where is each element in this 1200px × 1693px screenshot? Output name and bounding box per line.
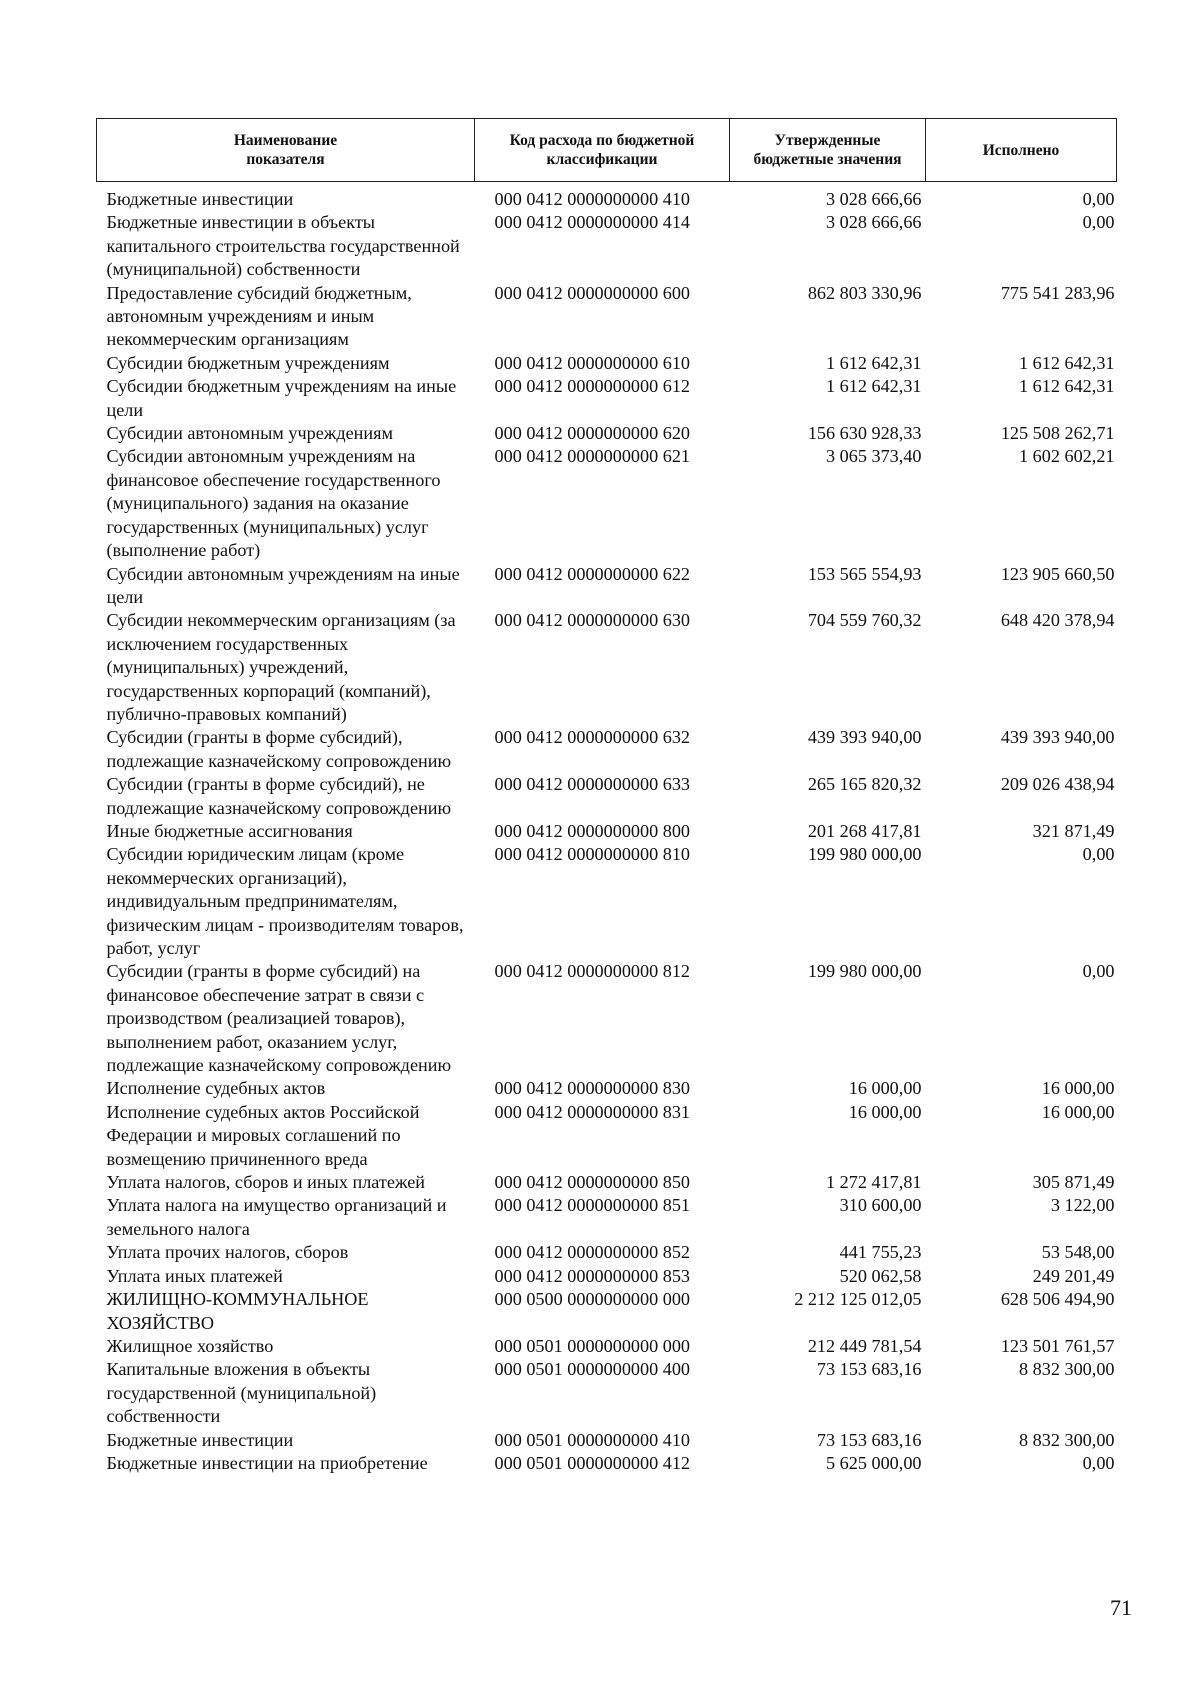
table-row <box>97 1194 1117 1241</box>
row-approved: 156 630 928,33 <box>807 423 922 444</box>
table-row <box>97 422 1117 445</box>
row-executed: 1 612 642,31 <box>1019 376 1115 397</box>
row-executed: 775 541 283,96 <box>1000 282 1115 303</box>
row-approved: 3 065 373,40 <box>826 446 922 467</box>
row-approved: 3 028 666,66 <box>826 189 922 209</box>
row-executed: 1 602 602,21 <box>1019 446 1115 467</box>
row-name: Бюджетные инвестиции <box>106 1429 294 1450</box>
row-approved: 704 559 760,32 <box>807 610 922 631</box>
row-name: Субсидии бюджетным учреждениям <box>106 352 390 373</box>
row-approved: 153 565 554,93 <box>807 563 922 584</box>
row-code: 000 0501 0000000000 410 <box>494 1429 691 1450</box>
row-approved: 199 980 000,00 <box>807 844 922 865</box>
row-executed: 16 000,00 <box>1041 1078 1115 1099</box>
page-number: 71 <box>1110 1595 1132 1620</box>
row-code: 000 0501 0000000000 412 <box>494 1452 691 1473</box>
row-name: Субсидии (гранты в форме субсидий), подлежащие казначейскому сопровождению <box>106 727 452 771</box>
row-executed: 123 905 660,50 <box>1000 563 1115 584</box>
header-approved: Утвержденные бюджетные значения <box>730 119 926 182</box>
table-row <box>97 1288 1117 1335</box>
table-row <box>97 1171 1117 1194</box>
row-code: 000 0412 0000000000 410 <box>494 189 691 209</box>
table-row <box>97 773 1117 820</box>
row-code: 000 0412 0000000000 850 <box>494 1172 691 1193</box>
row-executed: 439 393 940,00 <box>1000 727 1115 748</box>
row-executed: 8 832 300,00 <box>1019 1359 1115 1380</box>
row-name: Субсидии (гранты в форме субсидий), не подлежащие казначейскому сопровождению <box>106 774 452 818</box>
row-executed: 305 871,49 <box>1032 1172 1115 1193</box>
table-row <box>97 1335 1117 1358</box>
row-code: 000 0412 0000000000 812 <box>494 961 691 982</box>
row-code: 000 0412 0000000000 612 <box>494 376 691 397</box>
row-code: 000 0501 0000000000 000 <box>494 1335 691 1356</box>
header-code: Код расхода по бюджетной классификации <box>475 119 730 182</box>
row-executed: 53 548,00 <box>1041 1242 1115 1263</box>
row-code: 000 0412 0000000000 853 <box>494 1265 691 1286</box>
table-row <box>97 1241 1117 1264</box>
row-code: 000 0412 0000000000 632 <box>494 727 691 748</box>
row-name: Бюджетные инвестиции в объекты капитального строительства государственной (муниципальной) собственности <box>106 212 460 280</box>
row-code: 000 0412 0000000000 633 <box>494 774 691 795</box>
table-row <box>97 1101 1117 1171</box>
row-executed: 16 000,00 <box>1041 1101 1115 1122</box>
table-row <box>97 1429 1117 1452</box>
row-approved: 265 165 820,32 <box>807 774 922 795</box>
header-name: Наименование показателя <box>97 119 475 182</box>
table-row <box>97 1265 1117 1288</box>
row-code: 000 0412 0000000000 620 <box>494 423 691 444</box>
table-row <box>97 375 1117 422</box>
table-row <box>97 609 1117 726</box>
row-name: Субсидии автономным учреждениям на финансовое обеспечение государственного (муниципального) задания на оказание государственных (муниципальных) услуг (выполнение работ) <box>106 446 441 561</box>
row-code: 000 0412 0000000000 600 <box>494 282 691 303</box>
row-executed: 321 871,49 <box>1032 820 1115 841</box>
row-name: Иные бюджетные ассигнования <box>106 820 353 841</box>
row-approved: 73 153 683,16 <box>816 1359 922 1380</box>
row-approved: 439 393 940,00 <box>807 727 922 748</box>
row-code: 000 0412 0000000000 622 <box>494 563 691 584</box>
row-executed: 0,00 <box>1082 189 1115 209</box>
row-code: 000 0500 0000000000 000 <box>494 1289 691 1310</box>
row-name: Предоставление субсидий бюджетным, автономным учреждениям и иным некоммерческим организациям <box>106 282 412 350</box>
row-approved: 862 803 330,96 <box>807 282 922 303</box>
row-code: 000 0412 0000000000 810 <box>494 844 691 865</box>
row-name: Капитальные вложения в объекты государственной (муниципальной) собственности <box>106 1359 377 1427</box>
row-approved: 3 028 666,66 <box>826 212 922 233</box>
row-approved: 520 062,58 <box>839 1265 922 1286</box>
row-code: 000 0412 0000000000 800 <box>494 820 691 841</box>
header-executed: Исполнено <box>926 119 1117 182</box>
row-approved: 73 153 683,16 <box>816 1429 922 1450</box>
table-row <box>97 211 1117 281</box>
row-approved: 1 272 417,81 <box>826 1172 922 1193</box>
row-executed: 3 122,00 <box>1050 1195 1115 1216</box>
row-approved: 16 000,00 <box>848 1101 922 1122</box>
row-name: Бюджетные инвестиции <box>106 189 294 209</box>
header-row <box>97 119 1117 182</box>
row-name: Исполнение судебных актов Российской Федерации и мировых соглашений по возмещению причиненного вреда <box>106 1101 420 1169</box>
row-approved: 16 000,00 <box>848 1078 922 1099</box>
row-name: Субсидии юридическим лицам (кроме некоммерческих организаций), индивидуальным предпринимателям, физическим лицам - производителям товаров, работ, услуг <box>106 844 464 958</box>
row-code: 000 0412 0000000000 831 <box>494 1101 691 1122</box>
row-approved: 441 755,23 <box>839 1242 922 1263</box>
row-name: Бюджетные инвестиции на приобретение <box>106 1452 428 1473</box>
row-approved: 5 625 000,00 <box>826 1452 922 1473</box>
row-approved: 212 449 781,54 <box>807 1335 922 1356</box>
row-approved: 2 212 125 012,05 <box>794 1289 922 1310</box>
row-executed: 0,00 <box>1082 961 1115 982</box>
row-approved: 199 980 000,00 <box>807 961 922 982</box>
row-executed: 0,00 <box>1082 212 1115 233</box>
row-code: 000 0412 0000000000 852 <box>494 1242 691 1263</box>
row-code: 000 0412 0000000000 830 <box>494 1078 691 1099</box>
row-name: Уплата налогов, сборов и иных платежей <box>106 1172 426 1193</box>
row-executed: 0,00 <box>1082 844 1115 865</box>
row-name: Субсидии бюджетным учреждениям на иные цели <box>106 376 457 420</box>
row-name: Субсидии автономным учреждениям на иные цели <box>106 563 460 607</box>
row-executed: 648 420 378,94 <box>1000 610 1115 631</box>
row-name: Жилищное хозяйство <box>106 1335 274 1356</box>
row-executed: 8 832 300,00 <box>1019 1429 1115 1450</box>
row-executed: 123 501 761,57 <box>1000 1335 1115 1356</box>
row-executed: 0,00 <box>1082 1452 1115 1473</box>
table-row <box>97 352 1117 375</box>
table-row <box>97 282 1117 352</box>
table-row <box>97 563 1117 610</box>
row-executed: 125 508 262,71 <box>1000 423 1115 444</box>
row-code: 000 0412 0000000000 621 <box>494 446 691 467</box>
table-row <box>97 820 1117 843</box>
row-name: Уплата налога на имущество организаций и земельного налога <box>106 1195 447 1239</box>
table-row <box>97 1358 1117 1428</box>
table-row <box>97 960 1117 1077</box>
row-code: 000 0412 0000000000 851 <box>494 1195 691 1216</box>
row-approved: 1 612 642,31 <box>826 376 922 397</box>
row-approved: 1 612 642,31 <box>826 352 922 373</box>
row-approved: 201 268 417,81 <box>807 820 922 841</box>
row-approved: 310 600,00 <box>839 1195 922 1216</box>
table-row <box>97 726 1117 773</box>
row-name: Субсидии (гранты в форме субсидий) на финансовое обеспечение затрат в связи с производством (реализацией товаров), выполнением работ, оказанием услуг, подлежащие казначейскому сопровождению <box>106 961 452 1076</box>
row-name: Исполнение судебных актов <box>106 1078 326 1099</box>
row-executed: 628 506 494,90 <box>1000 1289 1115 1310</box>
row-name: ЖИЛИЩНО-КОММУНАЛЬНОЕ ХОЗЯЙСТВО <box>106 1289 369 1333</box>
table-row <box>97 843 1117 960</box>
budget-table <box>96 118 1117 1475</box>
row-code: 000 0412 0000000000 630 <box>494 610 691 631</box>
table-row <box>97 445 1117 562</box>
row-name: Субсидии автономным учреждениям <box>106 423 394 444</box>
table-row <box>97 1077 1117 1100</box>
row-executed: 1 612 642,31 <box>1019 352 1115 373</box>
table-body <box>97 182 1117 1476</box>
row-name: Уплата иных платежей <box>106 1265 283 1286</box>
row-code: 000 0501 0000000000 400 <box>494 1359 691 1380</box>
row-executed: 249 201,49 <box>1032 1265 1115 1286</box>
table-row <box>97 1452 1117 1475</box>
row-code: 000 0412 0000000000 610 <box>494 352 691 373</box>
row-executed: 209 026 438,94 <box>1000 774 1115 795</box>
table-row <box>97 182 1117 212</box>
row-name: Уплата прочих налогов, сборов <box>106 1242 349 1263</box>
row-name: Субсидии некоммерческим организациям (за исключением государственных (муниципальных) учреждений, государственных корпораций (компаний), публично-правовых компаний) <box>106 610 456 724</box>
row-code: 000 0412 0000000000 414 <box>494 212 691 233</box>
